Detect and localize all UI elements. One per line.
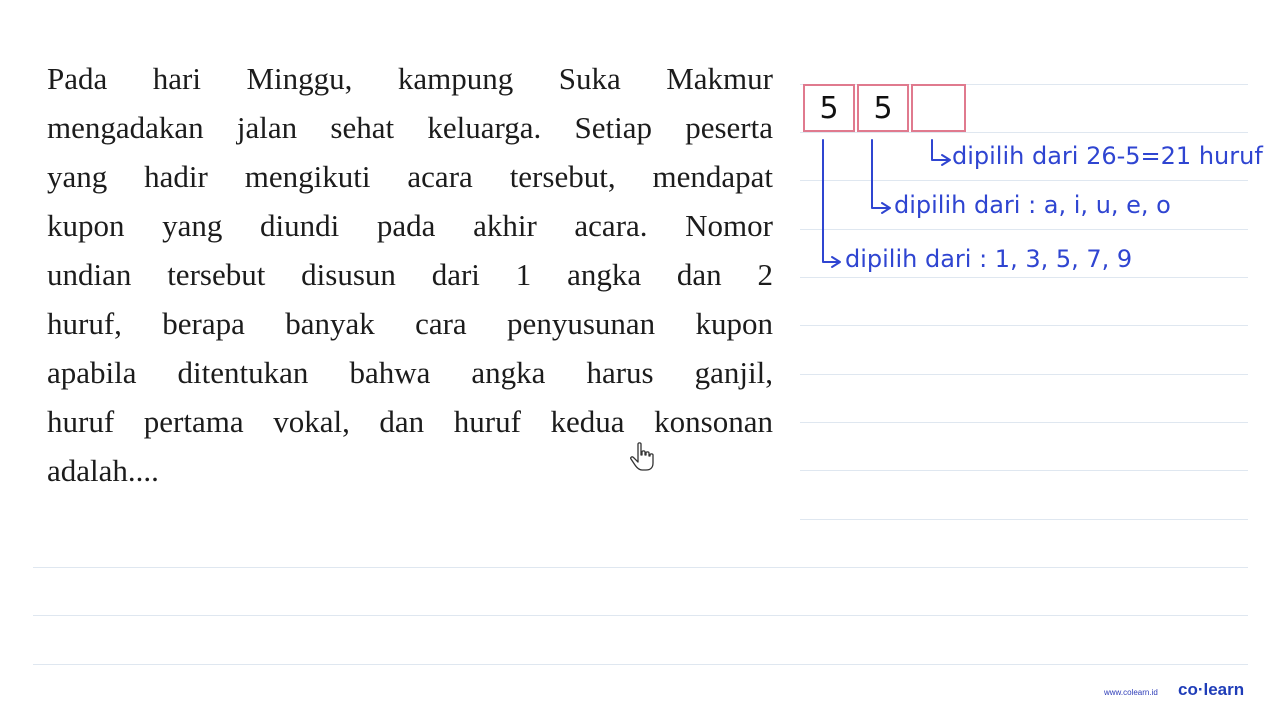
colearn-logo: co·learn	[1178, 680, 1245, 699]
hand-pointer-cursor-icon	[630, 442, 656, 472]
note-third-letter: dipilih dari 26-5=21 huruf	[952, 142, 1263, 170]
note-first-digit: dipilih dari : 1, 3, 5, 7, 9	[845, 245, 1133, 273]
question-line: huruf, berapa banyak cara penyusunan kupon	[47, 306, 773, 341]
question-line: undian tersebut disusun dari 1 angka dan 2	[47, 257, 773, 292]
question-line: kupon yang diundi pada akhir acara. Nomor	[47, 208, 773, 243]
arrow-second	[872, 140, 888, 208]
question-line: Pada hari Minggu, kampung Suka Makmur	[47, 61, 773, 96]
footer-url: www.colearn.id	[1104, 688, 1158, 697]
question-line: apabila ditentukan bahwa angka harus ganjil,	[47, 355, 773, 390]
note-second-letter: dipilih dari : a, i, u, e, o	[894, 191, 1171, 219]
question-line: yang hadir mengikuti acara tersebut, mendapat	[47, 159, 773, 194]
answer-box-2: 5	[857, 84, 909, 132]
arrow-first	[823, 140, 838, 262]
answer-box-1: 5	[803, 84, 855, 132]
question-line: adalah....	[47, 453, 159, 488]
question-line: mengadakan jalan sehat keluarga. Setiap peserta	[47, 110, 773, 145]
question-line: huruf pertama vokal, dan huruf kedua konsonan	[47, 404, 773, 439]
